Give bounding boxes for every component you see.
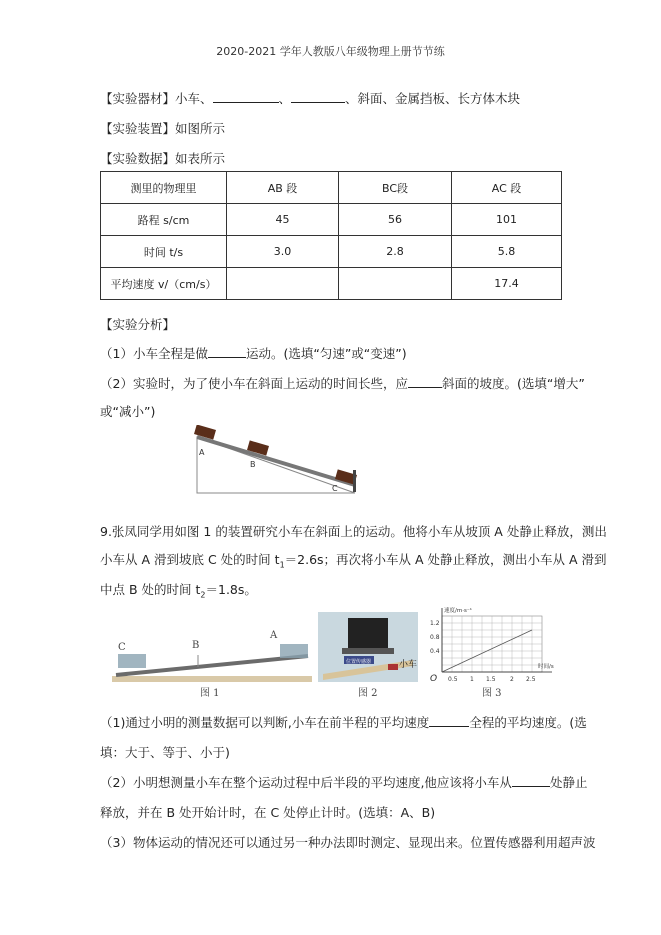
sub-question-3: （3）物体运动的情况还可以通过另一种办法即时测定、显现出来。位置传感器利用超声波 <box>100 835 596 850</box>
p9-line1: 9.张凤同学用如图 1 的装置研究小车在斜面上的运动。他将小车从坡顶 A 处静止释放，测出 <box>100 524 607 539</box>
figure-3 <box>426 604 566 700</box>
laptop-base <box>342 648 394 654</box>
table-cell: 17.4 <box>452 268 562 300</box>
equipment-prefix: 【实验器材】小车、 <box>100 91 213 106</box>
analysis-title: 【实验分析】 <box>100 317 176 332</box>
table-cell: 101 <box>452 204 562 236</box>
figure-2 <box>318 612 418 700</box>
table-surface <box>112 676 312 682</box>
q1-text: （1）小车全程是做 <box>100 346 208 361</box>
x-tick-label: 2.5 <box>526 676 536 683</box>
p9-text: ＝2.6s；再次将小车从 A 处静止释放，测出小车从 A 滑到 <box>284 552 607 567</box>
data-title: 【实验数据】如表所示 <box>100 151 226 166</box>
page-header: 2020-2021 学年人教版八年级物理上册节节练 <box>216 45 445 58</box>
p9-text: 中点 B 处的时间 t <box>100 582 201 597</box>
cart-at-c <box>118 654 146 668</box>
table-cell: 3.0 <box>227 236 339 268</box>
cart-at-a <box>280 644 308 658</box>
sub-question-2 <box>100 773 587 791</box>
subscript: 1 <box>279 560 285 570</box>
question-1 <box>100 344 407 362</box>
label-b: B <box>192 640 200 651</box>
table-cell: 45 <box>227 204 339 236</box>
label-a: A <box>270 630 278 641</box>
x-tick-label: 2 <box>510 676 514 683</box>
apparatus-line: 【实验装置】如图所示 <box>100 121 226 136</box>
metal-stop-plate <box>353 470 356 492</box>
x-tick-label: 1.5 <box>486 676 496 683</box>
figure-1 <box>112 620 312 700</box>
answer-blank[interactable] <box>429 714 469 727</box>
sensor-label: 位置传感器 <box>346 659 372 665</box>
table-header-cell: BC段 <box>339 172 452 204</box>
y-axis-label: 速度/m·s⁻¹ <box>444 608 472 614</box>
table-header-cell: 测里的物理里 <box>101 172 227 204</box>
table-cell: 56 <box>339 204 452 236</box>
y-tick-label: 0.4 <box>430 648 440 655</box>
sub-question-1 <box>100 713 587 731</box>
p9-line2 <box>100 550 607 570</box>
table-row <box>101 204 562 236</box>
table-row <box>101 268 562 300</box>
question-2-cont: 或“减小”) <box>100 404 156 419</box>
cart <box>388 664 398 670</box>
y-tick-label: 0.8 <box>430 634 440 641</box>
table-cell: 2.8 <box>339 236 452 268</box>
table-row <box>101 236 562 268</box>
equipment-sep: 、 <box>278 91 292 106</box>
table-cell[interactable] <box>339 268 452 300</box>
sub-question-2-cont: 释放，并在 B 处开始计时，在 C 处停止计时。(选填：A、B) <box>100 805 436 820</box>
y-tick-label: 1.2 <box>430 620 440 627</box>
incline-figure <box>190 425 360 495</box>
q2-text: （2）实验时，为了使小车在斜面上运动的时间长些，应 <box>100 376 408 391</box>
table-cell: 平均速度 v/（cm/s） <box>101 268 227 300</box>
p9-text: ＝1.8s。 <box>205 582 257 597</box>
s2-text: （2）小明想测量小车在整个运动过程中后半段的平均速度,他应该将小车从 <box>100 775 512 790</box>
table-cell[interactable] <box>227 268 339 300</box>
data-table <box>100 171 562 300</box>
x-axis-label: 时间/s <box>538 664 554 670</box>
question-2 <box>100 374 585 392</box>
label-c: C <box>332 484 338 493</box>
x-tick-label: 0.5 <box>448 676 458 683</box>
table-cell: 时间 t/s <box>101 236 227 268</box>
grid <box>442 616 542 672</box>
figure-1-caption: 图 1 <box>200 688 220 699</box>
s2-text-end: 处静止 <box>549 775 588 790</box>
figure-3-caption: 图 3 <box>482 688 502 699</box>
table-cell: 路程 s/cm <box>101 204 227 236</box>
figure-2-caption: 图 2 <box>358 688 378 699</box>
answer-blank[interactable] <box>213 90 279 103</box>
answer-blank[interactable] <box>512 774 550 787</box>
answer-blank[interactable] <box>208 345 246 358</box>
table-header-row <box>101 172 562 204</box>
subscript: 2 <box>200 590 206 600</box>
s1-text: （1)通过小明的测量数据可以判断,小车在前半程的平均速度 <box>100 715 430 730</box>
equipment-suffix: 、斜面、金属挡板、长方体木块 <box>345 91 521 106</box>
cart-label: 小车 <box>399 660 418 670</box>
q2-text-end: 斜面的坡度。(选填“增大” <box>441 376 585 391</box>
p9-line3 <box>100 580 257 600</box>
p9-text: 小车从 A 滑到坡底 C 处的时间 t <box>100 552 280 567</box>
table-cell: 5.8 <box>452 236 562 268</box>
q1-text-end: 运动。(选填“匀速”或“变速”) <box>245 346 407 361</box>
label-a: A <box>199 448 205 457</box>
answer-blank[interactable] <box>408 375 442 388</box>
origin-label: O <box>430 674 438 684</box>
sub-question-1-cont: 填：大于、等于、小于) <box>100 745 230 760</box>
equipment-line <box>100 89 520 107</box>
s1-text-end: 全程的平均速度。(选 <box>469 715 587 730</box>
label-c: C <box>118 642 126 653</box>
answer-blank[interactable] <box>291 90 345 103</box>
x-tick-label: 1 <box>470 676 474 683</box>
label-b: B <box>250 460 256 469</box>
laptop-screen <box>348 618 388 648</box>
table-header-cell: AC 段 <box>452 172 562 204</box>
table-header-cell: AB 段 <box>227 172 339 204</box>
